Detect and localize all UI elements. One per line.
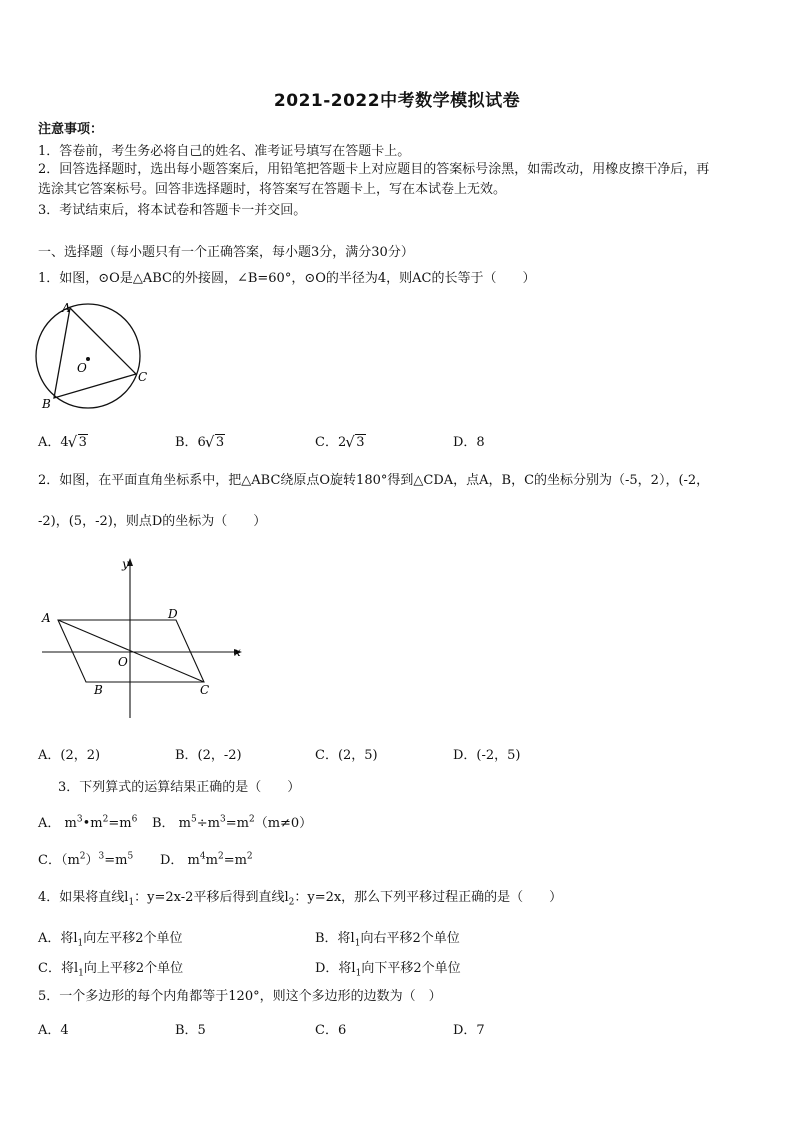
label-a: A xyxy=(62,301,71,315)
label-b: B xyxy=(42,397,51,411)
notice-item-3: 3．考试结束后，将本试卷和答题卡一并交回。 xyxy=(38,203,307,218)
page-title: 2021-2022中考数学模拟试卷 xyxy=(273,91,521,111)
question-1-stem: 1．如图，⊙O是△ABC的外接圆，∠B=60°，⊙O的半径为4，则AC的长等于（ ） xyxy=(38,271,536,286)
question-3-stem: 3．下列算式的运算结果正确的是（ ） xyxy=(58,780,301,795)
label-y: y xyxy=(122,557,129,571)
q3-option-d[interactable]: D． $m^4m^2=m^2$ xyxy=(160,851,253,868)
q3-option-c[interactable]: C．$(m^2)^3=m^5$ xyxy=(38,851,134,868)
q5-option-c[interactable]: C．6 xyxy=(315,1023,347,1038)
q1-option-b[interactable]: B．6√ 3 xyxy=(175,431,225,450)
question-2-stem-1: 2．如图，在平面直角坐标系中，把△ABC绕原点O旋转180°得到△CDA，点A，B，C的坐标分别为（-5，2），(-2， xyxy=(38,473,710,488)
notice-heading: 注意事项： xyxy=(38,122,104,137)
question-2-stem-2: -2)，(5，-2)，则点D的坐标为（ ） xyxy=(38,514,267,529)
q4-option-a[interactable]: A．将$l_1$向左平移2个单位 xyxy=(38,931,183,949)
notice-item-1: 1．答卷前，考生务必将自己的姓名、准考证号填写在答题卡上。 xyxy=(38,144,411,159)
q2-option-a[interactable]: A．(2，2) xyxy=(38,748,101,763)
label-c: C xyxy=(200,683,210,697)
triangle-abc xyxy=(54,308,136,398)
q2-option-d[interactable]: D．(-2，5) xyxy=(453,748,521,763)
question-4-stem: 4．如果将直线$l_1$：y=2x-2平移后得到直线$l_2$：y=2x，那么下列平移过程正确的是（ ） xyxy=(38,890,563,908)
coordinate-figure xyxy=(36,552,248,724)
section-heading: 一、选择题（每小题只有一个正确答案，每小题3分，满分30分） xyxy=(38,245,414,260)
label-o: O xyxy=(77,361,87,375)
q4-option-d[interactable]: D．将$l_1$向下平移2个单位 xyxy=(315,961,461,979)
notice-item-2: 2．回答选择题时，选出每小题答案后，用铅笔把答题卡上对应题目的答案标号涂黑，如需改动，用橡皮擦干净后，再 xyxy=(38,162,710,177)
q1-option-c[interactable]: C．2√ 3 xyxy=(315,431,366,450)
q5-option-b[interactable]: B．5 xyxy=(175,1023,206,1038)
q5-option-a[interactable]: A．4 xyxy=(38,1023,69,1038)
label-c: C xyxy=(138,370,148,384)
question-5-stem: 5．一个多边形的每个内角都等于120°，则这个多边形的边数为（ ） xyxy=(38,989,442,1004)
circumcircle xyxy=(36,304,140,408)
q4-option-c[interactable]: C．将$l_1$向上平移2个单位 xyxy=(38,961,184,979)
q5-option-d[interactable]: D．7 xyxy=(453,1023,485,1038)
q2-option-c[interactable]: C．(2，5) xyxy=(315,748,378,763)
label-d: D xyxy=(168,607,178,621)
q4-option-b[interactable]: B．将$l_1$向右平移2个单位 xyxy=(315,931,460,949)
q1-option-d[interactable]: D．8 xyxy=(453,435,485,450)
label-o: O xyxy=(118,655,128,669)
circle-figure xyxy=(32,298,152,416)
q1-option-a[interactable]: A．4√ 3 xyxy=(38,431,88,450)
label-x: x xyxy=(234,645,241,659)
label-a: A xyxy=(42,611,51,625)
q3-option-b[interactable]: B． $m^5\div m^3=m^2(m\ne 0)$ xyxy=(152,814,313,831)
diagonal-ac xyxy=(58,620,204,682)
notice-item-2-cont: 选涂其它答案标号。回答非选择题时，将答案写在答题卡上，写在本试卷上无效。 xyxy=(38,182,507,197)
q2-option-b[interactable]: B．(2，-2) xyxy=(175,748,242,763)
label-b: B xyxy=(94,683,103,697)
q3-option-a[interactable]: A． $m^3•m^2=m^6$ xyxy=(38,814,138,831)
